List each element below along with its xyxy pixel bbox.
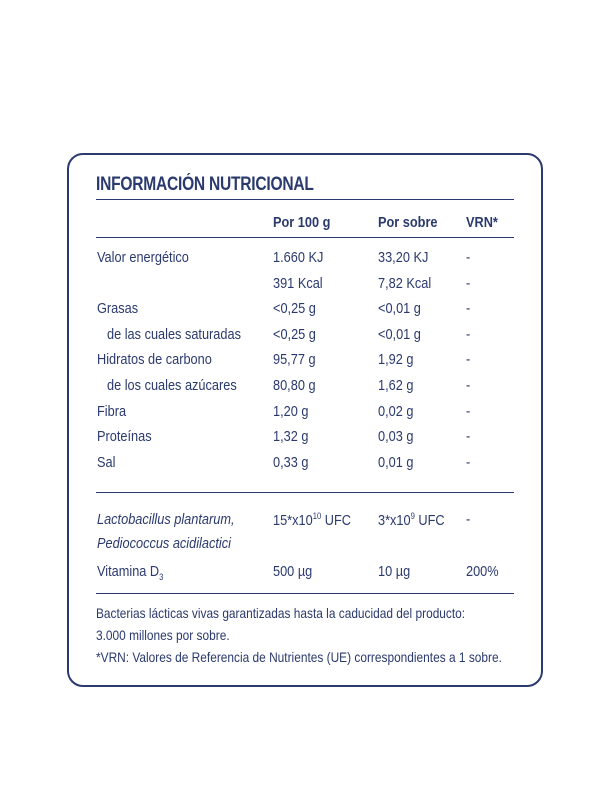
- nutrient-vrn: -: [466, 428, 471, 446]
- nutrient-vrn: -: [466, 325, 471, 343]
- nutrient-per100: 1,32 g: [273, 428, 309, 446]
- vitamin-per100: 500 µg: [273, 563, 313, 580]
- nutrient-per100: 391 Kcal: [273, 274, 323, 292]
- nutrition-panel: [67, 153, 543, 687]
- nutrient-per100: 1,20 g: [273, 402, 309, 420]
- vitamin-sobre: 10 µg: [378, 563, 411, 580]
- nutrient-vrn: -: [466, 402, 471, 420]
- nutrient-label: Grasas: [97, 300, 139, 318]
- vitamin-label: Vitamina $D_3$: [97, 563, 164, 582]
- probiotic-vrn: -: [466, 511, 471, 528]
- nutrient-label: Fibra: [97, 402, 127, 420]
- nutrient-per-sobre: 1,62 g: [378, 377, 414, 394]
- note-line-3: *VRN: Valores de Referencia de Nutrientes (UE) correspondientes a 1 sobre.: [96, 649, 502, 665]
- vitamin-vrn: 200%: [466, 563, 499, 580]
- note-line-2: 3.000 millones por sobre.: [96, 627, 230, 643]
- nutrient-per100: 0,33 g: [273, 453, 309, 471]
- nutrient-per100: 80,80 g: [273, 377, 316, 394]
- title-rule: [96, 199, 514, 200]
- nutrient-per-sobre: 0,01 g: [378, 453, 414, 471]
- nutrient-label: Hidratos de carbono: [97, 351, 212, 369]
- probiotic-per100: $15*x10^{10}$ UFC: [273, 511, 351, 529]
- nutrient-vrn: -: [466, 300, 471, 318]
- nutrient-label: de las cuales saturadas: [107, 325, 241, 343]
- notes-rule: [96, 593, 514, 594]
- nutrient-per-sobre: 1,92 g: [378, 351, 414, 369]
- nutrient-label: Proteínas: [97, 428, 152, 446]
- nutrient-per100: 95,77 g: [273, 351, 316, 369]
- nutrient-per-sobre: <0,01 g: [378, 300, 421, 318]
- nutrient-vrn: -: [466, 453, 471, 471]
- section-rule: [96, 492, 514, 493]
- panel-title: INFORMACIÓN NUTRICIONAL: [96, 174, 314, 195]
- nutrient-per100: <0,25 g: [273, 325, 316, 343]
- probiotic-sobre: $3*x10^9$ UFC: [378, 511, 445, 529]
- nutrient-vrn: -: [466, 351, 471, 369]
- probiotic-name-1: Lactobacillus plantarum,: [97, 511, 235, 528]
- header-rule: [96, 237, 514, 238]
- nutrient-vrn: -: [466, 249, 471, 266]
- nutrient-label: Sal: [97, 453, 116, 471]
- nutrient-per-sobre: 33,20 KJ: [378, 249, 429, 266]
- nutrient-vrn: -: [466, 274, 471, 292]
- header-vrn: VRN*: [466, 214, 498, 231]
- header-per-sobre: Por sobre: [378, 214, 438, 231]
- nutrient-label: de los cuales azúcares: [107, 377, 237, 394]
- nutrient-vrn: -: [466, 377, 471, 394]
- probiotic-name-2: Pediococcus acidilactici: [97, 535, 231, 552]
- nutrient-per100: <0,25 g: [273, 300, 316, 318]
- nutrient-label: Valor energético: [97, 249, 189, 266]
- header-per100: Por 100 g: [273, 214, 331, 231]
- nutrient-per-sobre: 7,82 Kcal: [378, 274, 432, 292]
- note-line-1: Bacterias lácticas vivas garantizadas hasta la caducidad del producto:: [96, 605, 466, 621]
- nutrient-per-sobre: <0,01 g: [378, 325, 421, 343]
- nutrient-per100: 1.660 KJ: [273, 249, 324, 266]
- nutrient-per-sobre: 0,02 g: [378, 402, 414, 420]
- nutrient-per-sobre: 0,03 g: [378, 428, 414, 446]
